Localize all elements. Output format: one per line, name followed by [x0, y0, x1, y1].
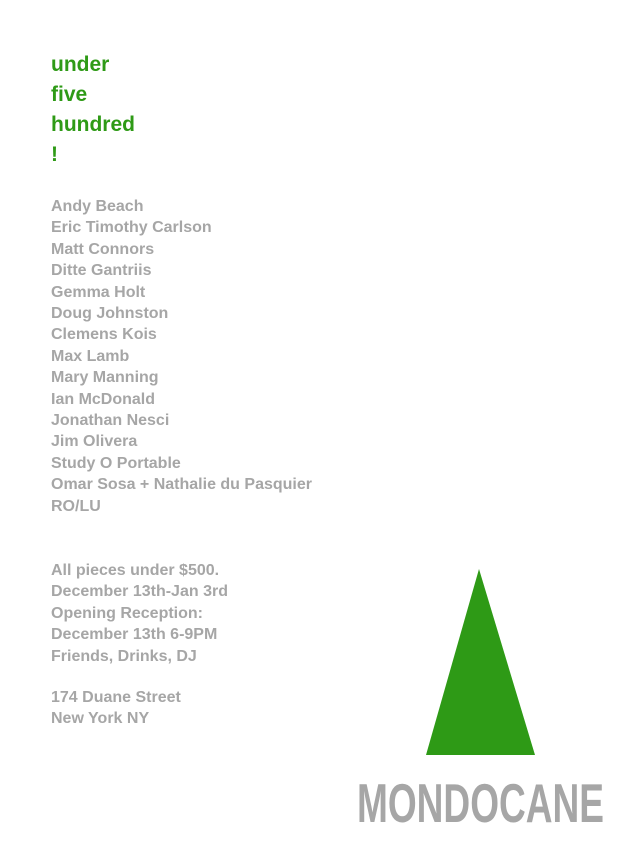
venue-address	[51, 687, 181, 730]
artist-name: Doug Johnston	[51, 305, 169, 323]
mondocane-logo	[357, 770, 607, 830]
artist-list	[51, 196, 312, 517]
title-line: under	[51, 53, 110, 76]
exhibition-title	[51, 50, 135, 170]
artist-name: Jim Olivera	[51, 433, 138, 451]
artist-name: Andy Beach	[51, 198, 144, 215]
event-details	[51, 560, 228, 667]
detail-line: December 13th 6-9PM	[51, 626, 218, 644]
artist-name: Clemens Kois	[51, 326, 157, 344]
artist-name: Ian McDonald	[51, 390, 156, 408]
artist-name: Eric Timothy Carlson	[51, 219, 212, 237]
artist-name: Gemma Holt	[51, 283, 146, 301]
title-line: hundred	[51, 113, 135, 136]
title-line: five	[51, 83, 88, 106]
address-line: 174 Duane Street	[51, 689, 181, 706]
detail-line: All pieces under $500.	[51, 562, 220, 579]
artist-name: Jonathan Nesci	[51, 412, 170, 430]
detail-line: Opening Reception:	[51, 604, 203, 622]
green-triangle-icon	[420, 567, 540, 759]
svg-text:MONDOCANE: MONDOCANE	[357, 772, 604, 830]
artist-name: Study O Portable	[51, 454, 181, 472]
artist-name: Ditte Gantriis	[51, 262, 152, 280]
address-line: New York NY	[51, 710, 150, 728]
artist-name: Max Lamb	[51, 347, 130, 365]
detail-line: December 13th-Jan 3rd	[51, 583, 228, 601]
artist-name: Matt Connors	[51, 240, 155, 258]
detail-line: Friends, Drinks, DJ	[51, 647, 197, 665]
artist-name: RO/LU	[51, 497, 101, 515]
title-line: !	[51, 143, 58, 166]
artist-name: Omar Sosa + Nathalie du Pasquier	[51, 476, 312, 494]
artist-name: Mary Manning	[51, 369, 159, 387]
